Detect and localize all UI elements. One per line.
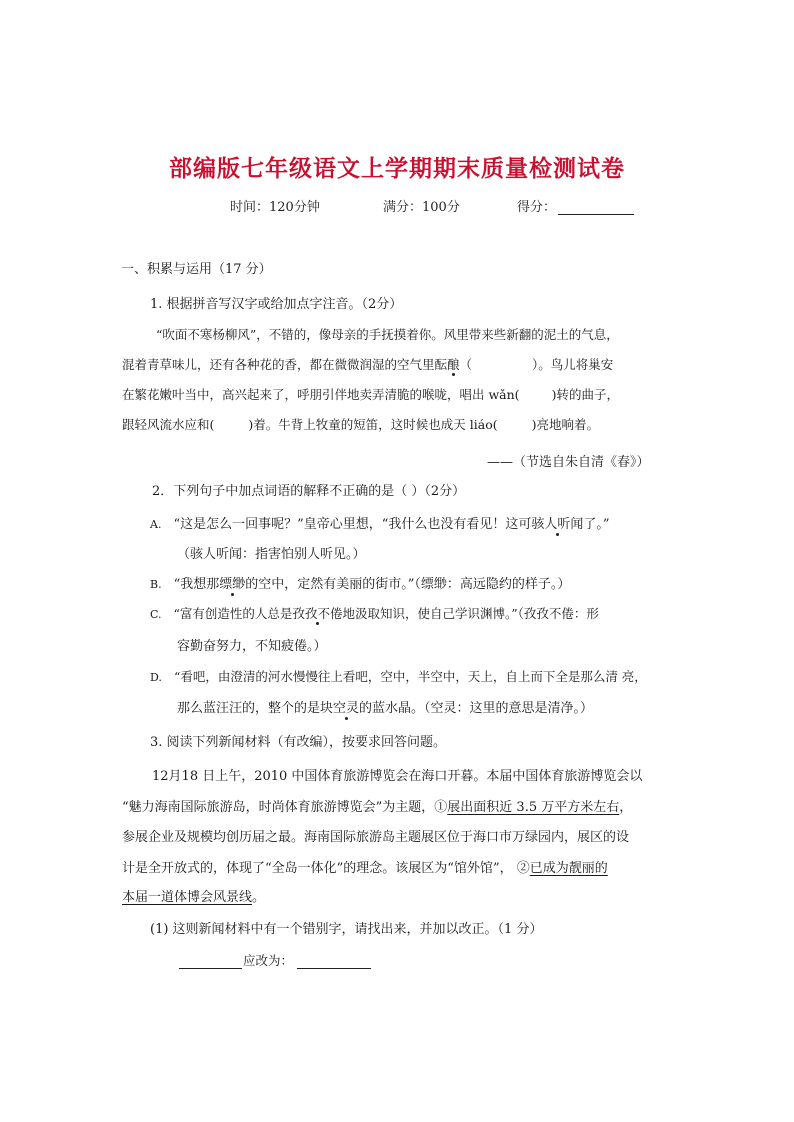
news-line-4 [122,857,608,876]
option-text: 的空中，定然有美丽的街市。”（缥缈：高远隐约的样子。） [245,577,571,592]
passage-line-4 [122,415,599,433]
question-1-prompt: 1. 根据拼音写汉字或给加点字注音。（2分） [150,297,403,312]
option-b[interactable] [150,573,570,592]
passage-text: )着。牛背上牧童的短笛，这时候也成天 liáo( [248,417,498,432]
option-text: 那么蓝汪汪的，整个的是块 [177,701,334,716]
underlined-sentence-2: 已成为靓丽的 [529,861,608,876]
dotted-word: 缥缈 [219,577,246,592]
news-line-3: 参展企业及规模均创历届之最。海南国际旅游岛主题展区位于海口市万绿园内，展区的设 [122,830,630,845]
passage-text: （ [459,357,473,372]
option-label: B. [150,578,162,591]
option-text: “这是怎么一回事呢？”皇帝心里想，“我什么也没有看见！这可 [173,517,532,532]
news-text: 计是全开放式的，体现了“全岛一体化”的理念。该展区为“馆外馆”， ② [122,861,530,876]
option-a-note: （骇人听闻：指害怕别人听见。） [177,547,366,562]
option-text: “富有创造性的人总是 [173,606,293,621]
wrong-char-blank[interactable] [179,950,242,965]
option-text: 了。” [583,517,610,532]
option-d[interactable] [150,667,647,685]
dotted-word: 孜孜不倦 [292,606,343,621]
question-3-prompt: 3. 阅读下列新闻材料（有改编），按要求回答问题。 [150,735,447,750]
option-c-note: 容勤奋努力，不知疲倦。） [177,639,327,654]
passage-text: 混着青草味儿，还有各种花的香，都在微微润湿的空气里酝 [122,357,448,372]
passage-line-1: “吹面不寒杨柳风”，不错的，像母亲的手抚摸着你。风里带来些新翻的泥土的气息， [156,327,619,342]
full-score: 满分：100分 [383,200,460,215]
news-line-1: 12月18 日上午，2010 中国体育旅游博览会在海口开暮。本届中国体育旅游博览会以 [152,769,643,784]
option-c[interactable] [150,604,599,622]
option-label: C. [150,608,162,621]
section-heading: 一、积累与运用（17 分） [121,262,272,277]
option-text: 的蓝水晶。（空灵：这里的意思是清净。） [359,701,594,716]
dotted-char: 酿 [447,357,460,372]
option-a[interactable] [150,513,610,532]
dotted-word: 空灵 [333,701,360,716]
passage-line-2 [122,355,613,373]
passage-text: 跟轻风流水应和( [122,417,215,432]
passage-text: )转的曲子， [551,387,619,402]
passage-text: 在繁花嫩叶当中，高兴起来了，呼朋引伴地卖弄清脆的喉咙，唱出 wǎn( [122,387,520,402]
option-text: “我想那 [173,577,220,592]
passage-source: ——（节选自朱自清《春》） [487,455,650,470]
correction-blank[interactable] [297,950,371,965]
news-line-2 [122,796,632,815]
score-obtained-label: 得分： [517,200,557,215]
passage-text: ）。鸟儿将巢安 [532,357,614,372]
option-label: D. [150,671,162,684]
underlined-sentence-1: 展出面积近 3.5 万平方米左右 [447,800,620,815]
option-text: 地汲取知识，使自己学识渊博。”（孜孜不倦：形 [342,606,599,621]
score-blank[interactable] [558,196,634,211]
passage-line-3 [122,385,619,403]
option-label: A. [150,518,162,531]
correction-label: 应改为： [243,953,294,968]
news-line-5 [122,886,265,905]
option-text: “看吧，由澄清的河水慢慢往上看吧，空中，半空中，天上，自上而下全是那么清 亮， [173,669,647,684]
news-text: 。 [252,890,266,905]
question-2-prompt: 2．下列句子中加点词语的解释不正确的是（ ）（2分） [152,484,466,499]
news-text: “魅力海南国际旅游岛，时尚体育旅游博览会”为主题，① [122,800,448,815]
page-title: 部编版七年级语文上学期期末质量检测试卷 [169,155,625,182]
news-text: ， [619,800,633,815]
option-d-line-2 [177,697,593,716]
passage-text: )亮地响着。 [531,417,599,432]
subquestion-1: (1) 这则新闻材料中有一个错别字，请找出来，并加以改正。（1 分） [150,922,543,937]
exam-time: 时间：120分钟 [230,200,320,215]
dotted-word: 骇人听闻 [531,517,584,532]
underlined-sentence-2-cont: 本届一道体博会风景线 [122,890,253,905]
